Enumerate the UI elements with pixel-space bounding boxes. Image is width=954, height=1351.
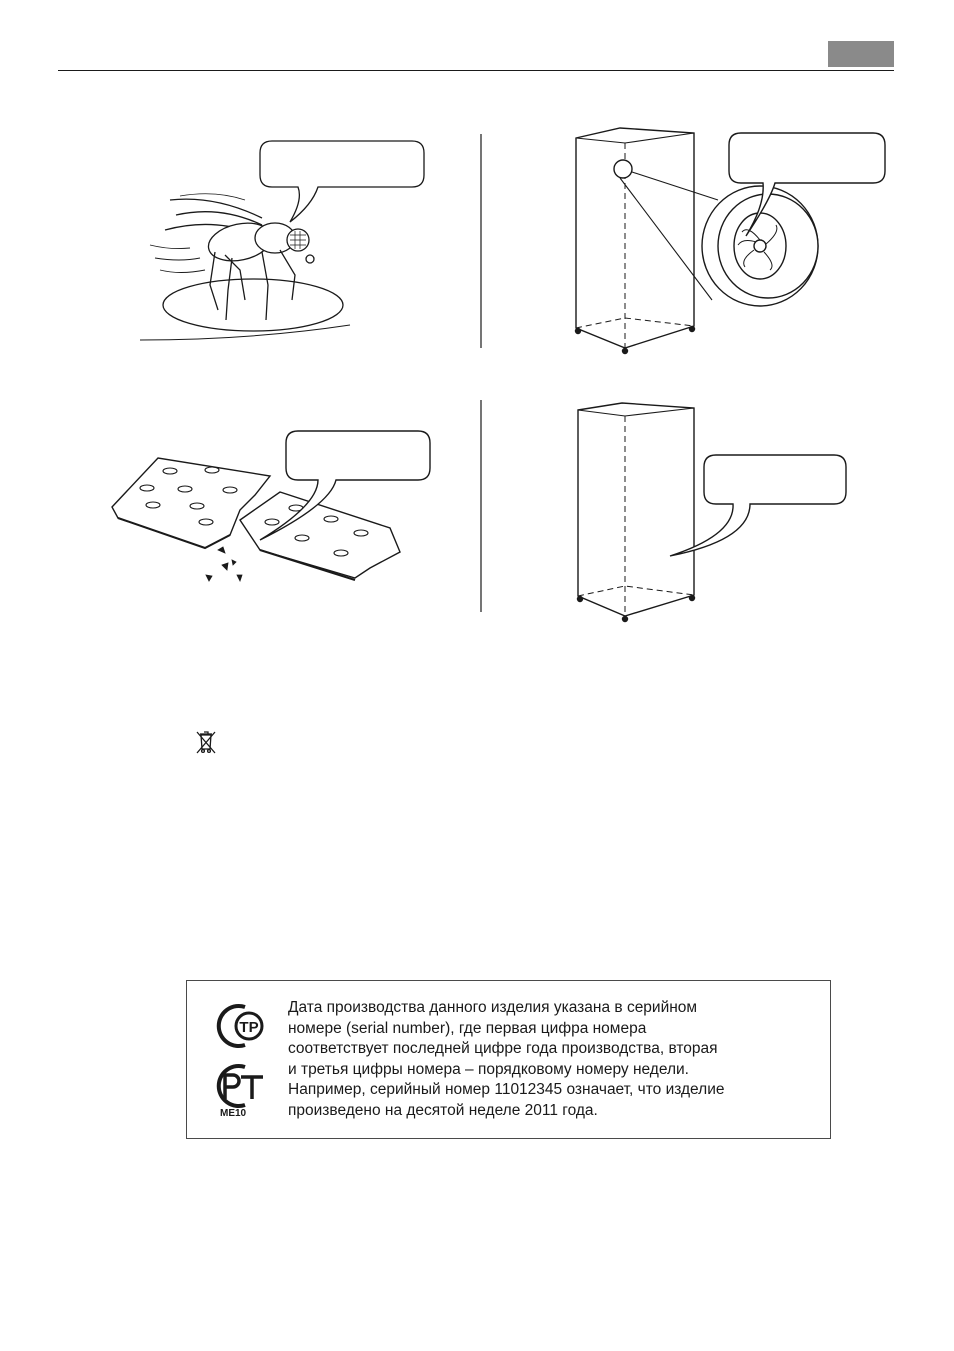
fly-illustration — [140, 141, 424, 340]
cert-line: Дата производства данного изделия указана в серийном — [288, 999, 698, 1016]
certification-box — [186, 980, 831, 1139]
fridge-fan-illustration — [576, 128, 886, 354]
svg-text:ТР: ТР — [239, 1019, 259, 1036]
fridge-illustration — [578, 403, 847, 622]
cert-line: произведено на десятой неделе 2011 года. — [288, 1101, 598, 1119]
crossed-out-wheelie-bin-icon — [194, 729, 218, 755]
certification-code: ME10 — [220, 1108, 247, 1119]
gost-r-icon — [219, 1006, 262, 1046]
broken-food-illustration — [112, 431, 430, 581]
eac-tr-icon — [219, 1066, 263, 1106]
cert-line: номере (serial number), где первая цифра номера — [288, 1019, 647, 1037]
certification-text — [288, 998, 818, 1121]
cert-line: и третья цифры номера – порядковому номеру недели. — [288, 1060, 689, 1078]
fly-shadow-ellipse — [163, 279, 343, 331]
cert-line: Например, серийный номер 11012345 означает, что изделие — [288, 1081, 725, 1098]
cert-line: соответствует последней цифре года производства, вторая — [288, 1040, 718, 1057]
illustrations — [0, 0, 954, 640]
